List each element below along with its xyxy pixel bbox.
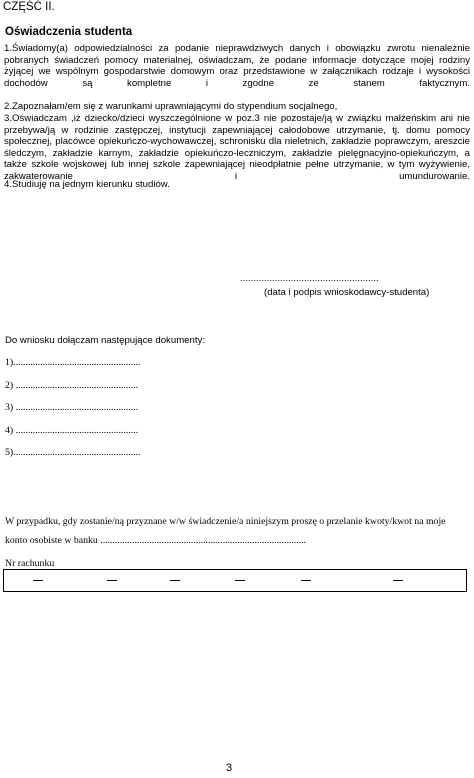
statement-2: 2.Zapoznałam/em się z warunkami uprawniającymi do stypendium socjalnego, (4, 101, 338, 112)
bank-account-line[interactable]: konto osobiste w banku .................................................................................... (5, 535, 306, 546)
document-item-4[interactable]: 4) .................................................. (5, 425, 139, 436)
statement-4: 4.Studiuję na jednym kierunku studiów. (4, 179, 170, 190)
account-separator (170, 580, 180, 581)
document-item-3[interactable]: 3) .................................................. (5, 402, 139, 413)
signature-line: .................................................... (240, 273, 379, 284)
account-number-field[interactable] (3, 569, 467, 592)
account-number-label: Nr rachunku (5, 558, 55, 569)
account-separator (301, 580, 311, 581)
page-title: Oświadczenia studenta (5, 26, 133, 38)
account-separator (107, 580, 117, 581)
statement-1: 1.Świadomy(a) odpowiedzialności za podanie nieprawdziwych danych i obowiązku zwrotu nienależnie pobranych świadczeń pomocy materialnej, oświadczam, że podane informacje dotyczące mojej rodziny żyjącej we wspólnym gospodarstwie domowym oraz przedstawione w załącznikach rodzaje i wysokości dochodów są kompletne i zgodne ze stanem faktycznym. (4, 43, 470, 89)
account-separator (235, 580, 245, 581)
document-item-5[interactable]: 5).................................................... (5, 447, 141, 458)
statement-3: 3.Oświadczam ,iż dziecko/dzieci wyszczególnione w poz.3 nie pozostaje/ją w związku małżeńskim ani nie przebywa/ją w rodzinie zastępczej, instytucji zapewniającej całodobowe utrzymanie, tj. domu pomocy społecznej, placówce opiekuńczo-wychowawczej, schronisku dla nieletnich, zakładzie poprawczym, areszcie śledczym, zakładzie karnym, zakładzie opiekuńczo-leczniczym, zakładzie pielęgnacyjno-opiekuńczym, a także szkole wojskowej lub innej szkole zapewniającej nieodpłatnie pełne utrzymanie, w tym wyżywienie, zakwaterowanie i umundurowanie. (4, 113, 470, 182)
document-item-1[interactable]: 1).................................................... (5, 357, 141, 368)
account-separator (33, 580, 43, 581)
part-heading: CZĘŚĆ II. (3, 1, 55, 13)
account-separator (393, 580, 403, 581)
documents-heading: Do wniosku dołączam następujące dokumenty: (5, 335, 205, 346)
document-item-2[interactable]: 2) .................................................. (5, 380, 139, 391)
page-number: 3 (226, 762, 233, 774)
payment-request-line: W przypadku, gdy zostanie/ną przyznane w/w świadczenie/a niniejszym proszę o przelanie kwoty/kwot na moje (5, 516, 446, 527)
signature-caption: (data i podpis wnioskodawcy-studenta) (264, 287, 430, 298)
